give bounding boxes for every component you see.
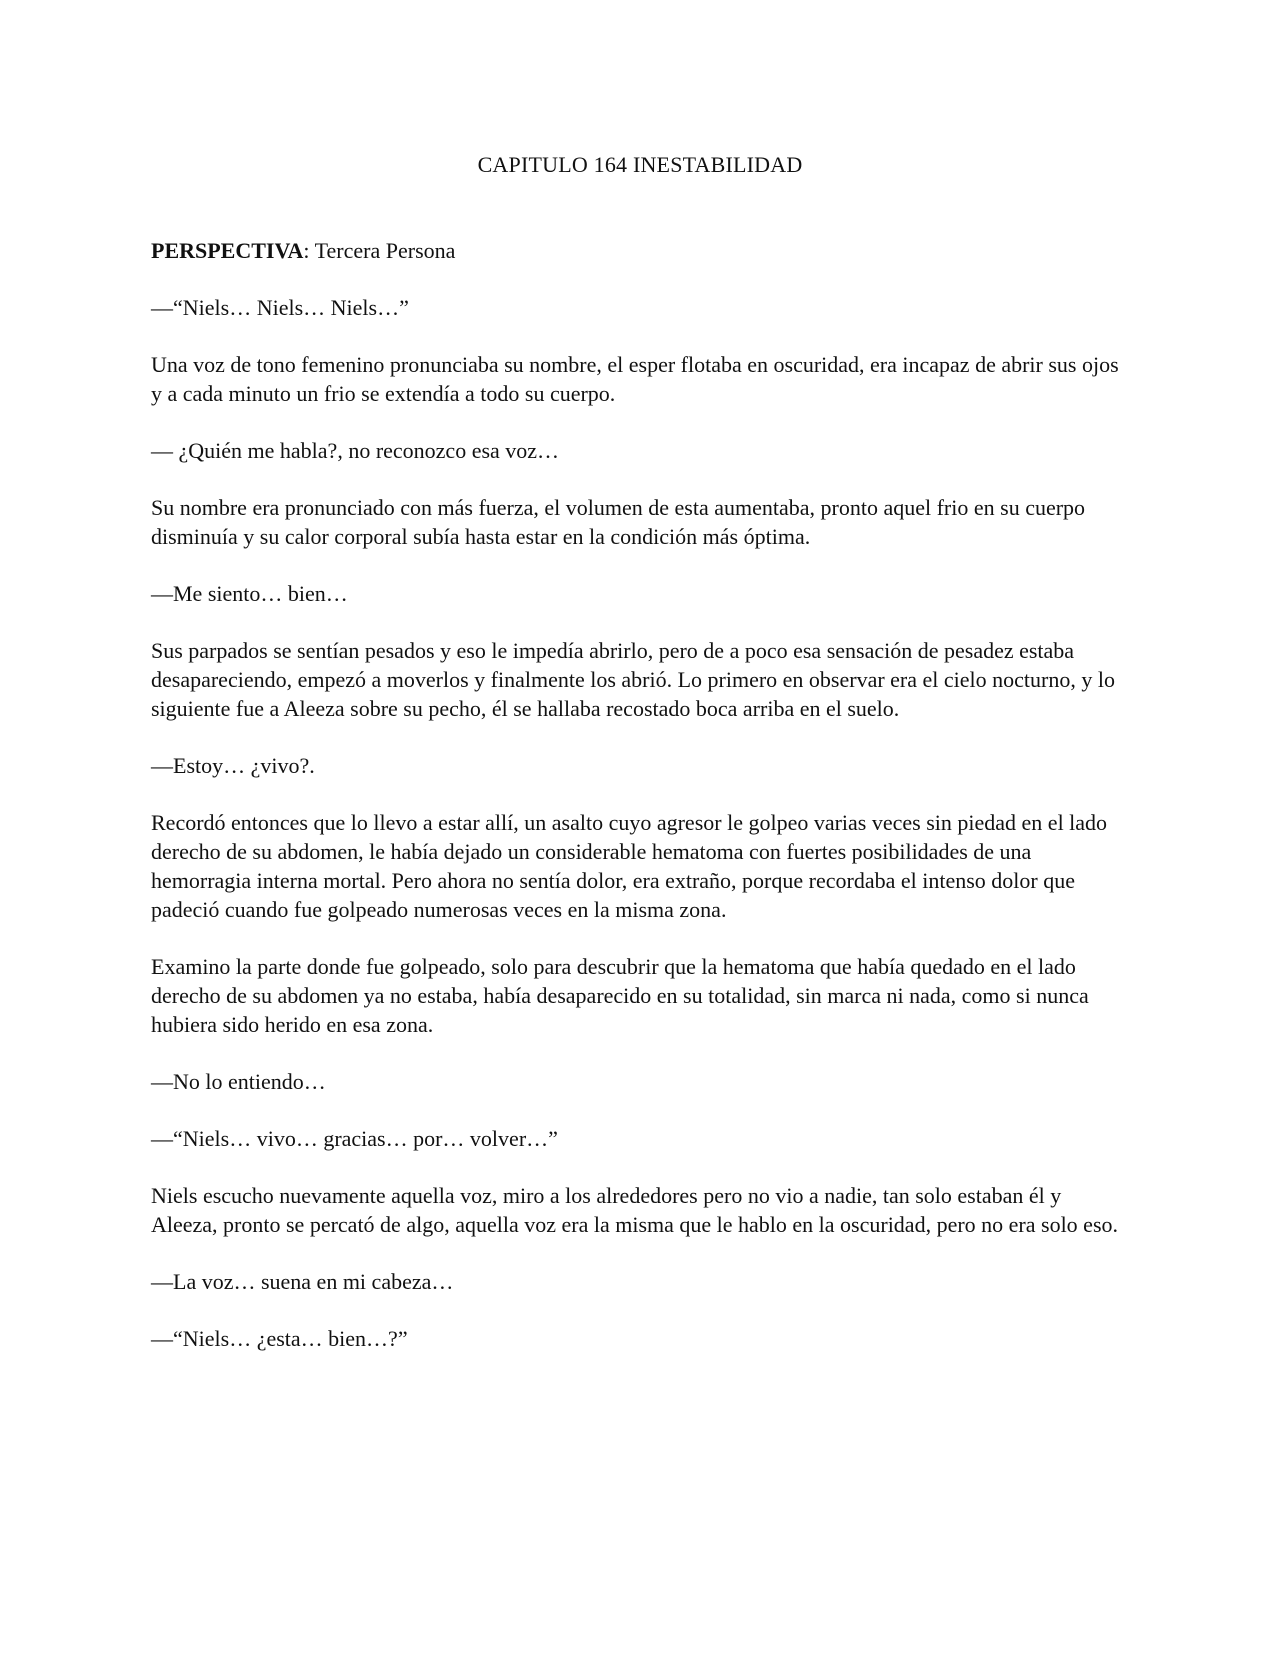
paragraph: —Estoy… ¿vivo?. bbox=[151, 753, 315, 778]
chapter-title: CAPITULO 164 INESTABILIDAD bbox=[477, 152, 803, 177]
paragraph: Sus parpados se sentían pesados y eso le impedía abrirlo, pero de a poco esa sensación de pesadez estaba desapareciendo, empezó a moverlos y finalmente los abrió. Lo primero en observar era el cielo nocturno, y lo siguiente fue a Aleeza sobre su pecho, él se hallaba recostado boca arriba en el suelo. bbox=[151, 638, 1115, 721]
perspective-line bbox=[151, 236, 1131, 265]
paragraph: Recordó entonces que lo llevo a estar allí, un asalto cuyo agresor le golpeo varias veces sin piedad en el lado derecho de su abdomen, le había dejado un considerable hematoma con fuertes posibilidades de una hemorragia interna mortal. Pero ahora no sentía dolor, era extraño, porque recordaba el intenso dolor que padeció cuando fue golpeado numerosas veces en la misma zona. bbox=[151, 810, 1108, 922]
paragraph: —“Niels… ¿esta… bien…?” bbox=[151, 1326, 408, 1351]
paragraph: —Me siento… bien… bbox=[151, 581, 348, 606]
perspective-value: Tercera Persona bbox=[314, 238, 456, 263]
paragraph: —La voz… suena en mi cabeza… bbox=[151, 1269, 454, 1294]
perspective-label: PERSPECTIVA bbox=[151, 238, 304, 263]
perspective-separator: : bbox=[303, 238, 315, 263]
paragraph: —No lo entiendo… bbox=[151, 1069, 326, 1094]
document-body bbox=[151, 236, 1131, 1381]
paragraph: — ¿Quién me habla?, no reconozco esa voz… bbox=[151, 438, 560, 463]
paragraph: Una voz de tono femenino pronunciaba su nombre, el esper flotaba en oscuridad, era incapaz de abrir sus ojos y a cada minuto un frio se extendía a todo su cuerpo. bbox=[151, 352, 1119, 406]
paragraph: Su nombre era pronunciado con más fuerza, el volumen de esta aumentaba, pronto aquel frio en su cuerpo disminuía y su calor corporal subía hasta estar en la condición más óptima. bbox=[151, 495, 1086, 549]
paragraph: Examino la parte donde fue golpeado, solo para descubrir que la hematoma que había quedado en el lado derecho de su abdomen ya no estaba, había desaparecido en su totalidad, sin marca ni nada, como si nunca hubiera sido herido en esa zona. bbox=[151, 954, 1089, 1037]
paragraph: —“Niels… vivo… gracias… por… volver…” bbox=[151, 1126, 558, 1151]
paragraph: —“Niels… Niels… Niels…” bbox=[151, 295, 409, 320]
paragraph: Niels escucho nuevamente aquella voz, miro a los alrededores pero no vio a nadie, tan solo estaban él y Aleeza, pronto se percató de algo, aquella voz era la misma que le hablo en la oscuridad, pero no era solo eso. bbox=[151, 1183, 1119, 1237]
